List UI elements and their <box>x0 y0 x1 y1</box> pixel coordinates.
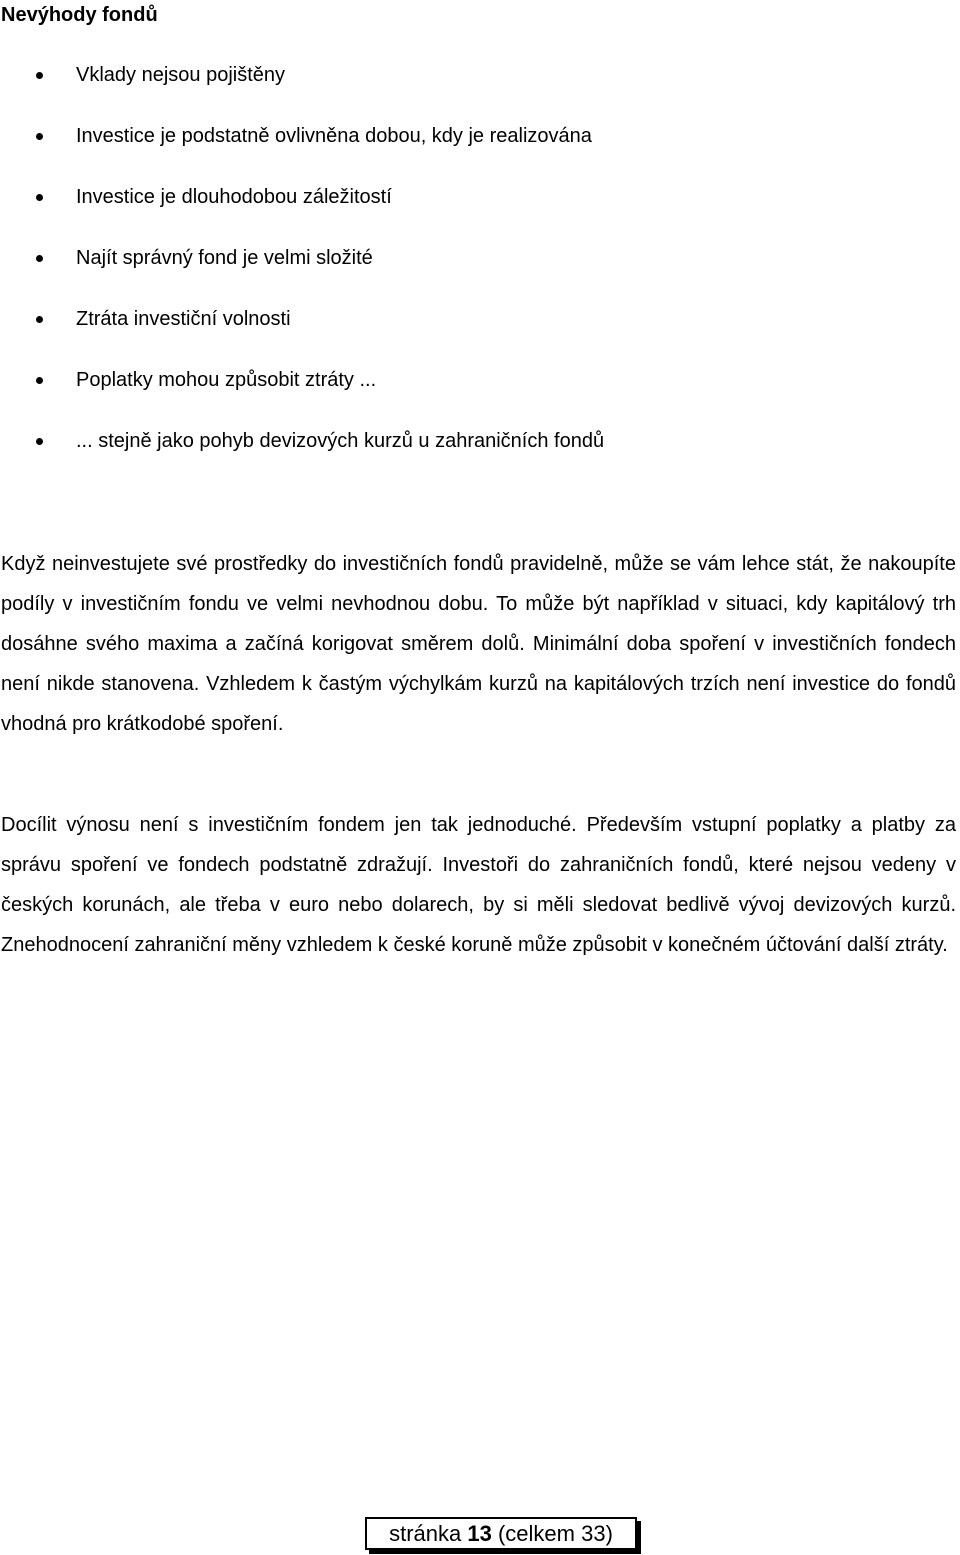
bullet-icon <box>36 316 43 323</box>
bullet-icon <box>36 72 43 79</box>
page-total: (celkem 33) <box>497 1521 613 1546</box>
disadvantages-list <box>0 57 960 484</box>
list-item-text: Investice je podstatně ovlivněna dobou, kdy je realizována <box>76 125 592 147</box>
list-item <box>0 240 960 301</box>
page-label: stránka <box>389 1521 462 1546</box>
list-item-text: Vklady nejsou pojištěny <box>76 64 286 86</box>
list-item <box>0 118 960 179</box>
body-paragraph: Když neinvestujete své prostředky do investičních fondů pravidelně, může se vám lehce stát, že nakoupíte podíly v investičním fondu ve velmi nevhodnou dobu. To může být například v situaci, kdy kapitálový trh dosáhne svého maxima a začíná korigovat směrem dolů. Minimální doba spoření v investičních fondech není nikde stanovena. Vzhledem k častým výchylkám kurzů na kapitálových trzích není investice do fondů vhodná pro krátkodobé spoření. <box>1 553 956 735</box>
bullet-icon <box>36 438 43 445</box>
page-number: 13 <box>467 1521 492 1546</box>
list-item-text: Investice je dlouhodobou záležitostí <box>76 186 392 208</box>
body-paragraph: Docílit výnosu není s investičním fondem jen tak jednoduché. Především vstupní poplatky a platby za správu spoření ve fondech podstatně zdražují. Investoři do zahraničních fondů, které nejsou vedeny v českých korunách, ale třeba v euro nebo dolarech, by si měli sledovat bedlivě vývoj devizových kurzů. Znehodnocení zahraniční měny vzhledem k české koruně může způsobit v konečném účtování další ztráty. <box>1 814 956 956</box>
bullet-icon <box>36 133 43 140</box>
list-item <box>0 57 960 118</box>
bullet-icon <box>36 255 43 262</box>
list-item <box>0 362 960 423</box>
bullet-icon <box>36 194 43 201</box>
page-number-footer <box>365 1517 637 1550</box>
list-item <box>0 179 960 240</box>
list-item-text: Poplatky mohou způsobit ztráty ... <box>76 369 377 391</box>
section-heading: Nevýhody fondů <box>1 4 158 26</box>
bullet-icon <box>36 377 43 384</box>
list-item-text: Ztráta investiční volnosti <box>76 308 291 330</box>
list-item-text: ... stejně jako pohyb devizových kurzů u zahraničních fondů <box>76 430 605 452</box>
list-item <box>0 423 960 484</box>
list-item <box>0 301 960 362</box>
list-item-text: Najít správný fond je velmi složité <box>76 247 373 269</box>
